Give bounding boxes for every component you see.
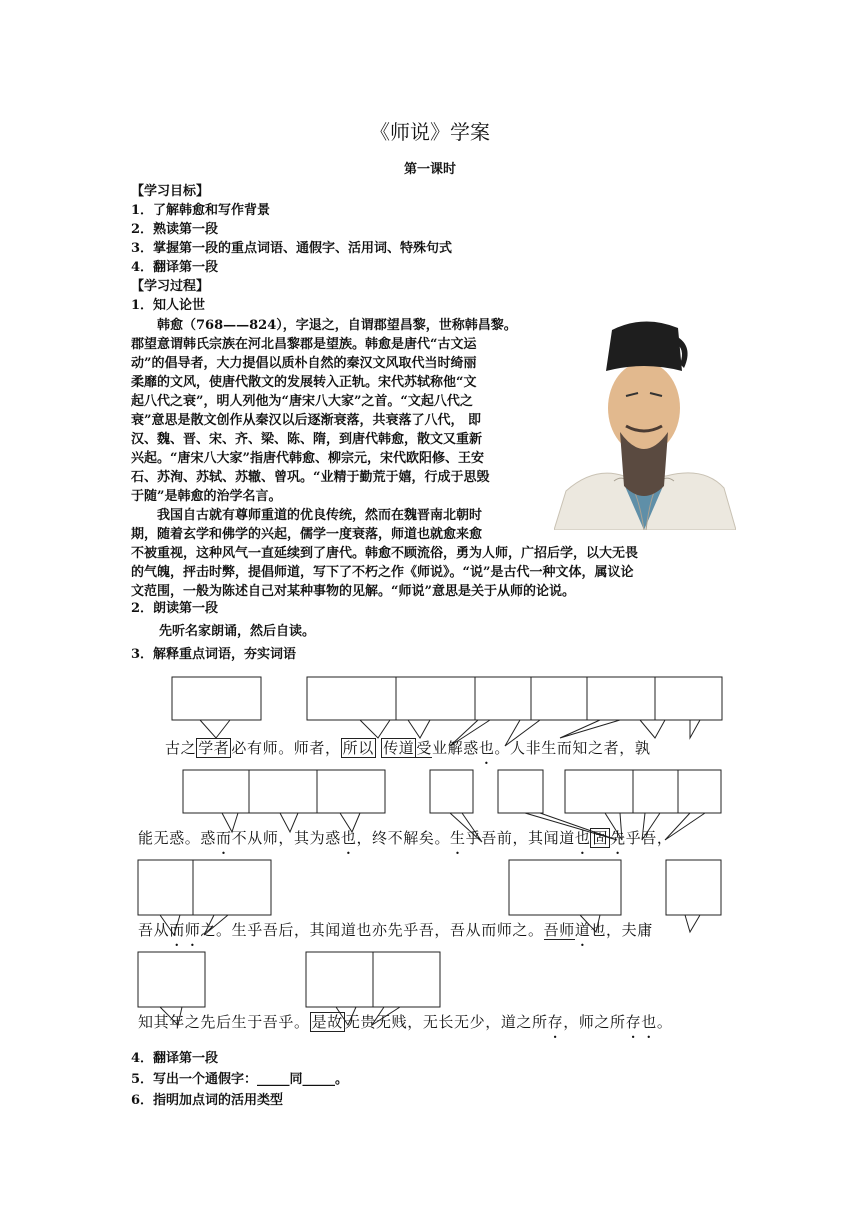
answer-box — [396, 677, 475, 720]
bio-line: 柔靡的文风，使唐代散文的发展转入正轨。宋代苏轼称他“文 — [131, 375, 477, 390]
answer-box — [306, 952, 373, 1007]
bio-line: 郡望意谓韩氏宗族在河北昌黎郡是望族。韩愈是唐代“古文运 — [131, 337, 477, 352]
boxed-word: 传道 — [383, 739, 415, 757]
passage-text: 业解惑 — [432, 739, 479, 757]
bg-line: 文范围，一般为陈述自己对某种事物的见解。“师说”意思是关于从师的论说。 — [131, 584, 575, 599]
section-heading: 6．指明加点词的活用类型 — [131, 1093, 284, 1108]
answer-box — [633, 770, 678, 813]
section-heading: 3．解释重点词语，夯实词语 — [131, 647, 297, 662]
passage-text: ，终不解矣。 — [356, 829, 451, 847]
objective-item: 1．了解韩愈和写作背景 — [131, 203, 271, 218]
answer-box — [565, 770, 633, 813]
passage-text: ，师之所 — [563, 1013, 626, 1031]
answer-box — [498, 770, 543, 813]
answer-box — [678, 770, 721, 813]
dotted-word: 存 — [625, 1013, 642, 1031]
objective-item: 2．熟读第一段 — [131, 222, 219, 237]
answer-box — [249, 770, 317, 813]
dotted-word: 道 — [574, 921, 591, 939]
underlined-word: 受 — [416, 739, 432, 757]
objective-item: 3．掌握第一段的重点词语、通假字、活用词、特殊句式 — [131, 241, 453, 256]
answer-box — [587, 677, 655, 720]
answer-box — [317, 770, 385, 813]
bio-line: 韩愈（768——824），字退之，自谓郡望昌黎，世称韩昌黎。 — [157, 318, 517, 333]
dotted-word: 先 — [610, 829, 626, 847]
answer-box — [531, 677, 587, 720]
dotted-word: 生 — [450, 829, 466, 847]
passage-text: 古之 — [165, 739, 197, 757]
dotted-word: 也 — [641, 1013, 657, 1031]
bio-line: 于随”是韩愈的治学名言。 — [131, 489, 282, 504]
passage-line-3 — [138, 919, 653, 940]
dotted-word: 也 — [574, 829, 591, 847]
passage-text: 乎吾前，其闻道 — [465, 829, 575, 847]
passage-text: 之。生乎吾后，其闻道也亦先乎吾，吾从而师之。 — [200, 921, 544, 939]
objective-item: 4．翻译第一段 — [131, 260, 219, 275]
section-heading: 1．知人论世 — [131, 298, 206, 313]
answer-box — [373, 952, 440, 1007]
passage-line-4 — [138, 1011, 672, 1032]
passage-text: 。人非生而知之者，孰 — [494, 739, 651, 757]
passage-text: 乎吾， — [625, 829, 673, 847]
answer-box — [475, 677, 531, 720]
fill-in-question: 5．写出一个通假字：_____同_____。 — [131, 1072, 349, 1087]
underlined-word: 吾师 — [543, 921, 575, 939]
lesson-subtitle: 第一课时 — [403, 162, 456, 177]
answer-box — [172, 677, 261, 720]
dotted-word: 也 — [478, 739, 495, 757]
boxed-word: 学者 — [198, 739, 230, 757]
passage-line-2 — [138, 827, 673, 848]
passage-text: 能无惑。惑 — [138, 829, 217, 847]
bg-line: 的气魄，抨击时弊，提倡师道，写下了不朽之作《师说》。“说”是古代一种文体，属议论 — [131, 565, 634, 580]
answer-box — [666, 860, 721, 915]
answer-box — [138, 860, 193, 915]
answer-box — [183, 770, 249, 813]
dotted-word: 存 — [547, 1013, 564, 1031]
section-text: 先听名家朗诵，然后自读。 — [159, 624, 316, 639]
answer-box — [307, 677, 396, 720]
bio-line: 起八代之衰”，明人列他为“唐宋八大家”之首。“文起八代之 — [131, 394, 473, 409]
section-heading: 4．翻译第一段 — [131, 1051, 219, 1066]
process-header: 【学习过程】 — [131, 279, 210, 294]
objectives-header: 【学习目标】 — [131, 184, 210, 199]
passage-text: 。 — [656, 1013, 673, 1031]
bg-line: 期，随着玄学和佛学的兴起，儒学一度衰落，师道也就愈来愈 — [131, 527, 483, 542]
answer-box — [138, 952, 205, 1007]
passage-text: 无贵无贱，无长无少，道之所 — [344, 1013, 548, 1031]
passage-text: 知其年之先后生于吾乎。 — [138, 1013, 310, 1031]
page-title: 《师说》学案 — [370, 120, 490, 144]
answer-box — [655, 677, 722, 720]
boxed-word: 是故 — [311, 1013, 343, 1031]
passage-text: 不从师，其为惑 — [231, 829, 341, 847]
answer-box — [193, 860, 271, 915]
boxed-word: 所以 — [342, 739, 374, 757]
bio-line: 衰”意思是散文创作从秦汉以后逐渐衰落，共衰落了八代， 即 — [131, 413, 482, 428]
dotted-word: 而 — [216, 829, 232, 847]
passage-line-1 — [165, 737, 650, 758]
bio-line: 汉、魏、晋、宋、齐、梁、陈、隋，到唐代韩愈，散文又重新 — [131, 432, 483, 447]
bio-line: 动”的倡导者，大力提倡以质朴自然的秦汉文风取代当时绮丽 — [131, 356, 477, 371]
dotted-word: 师 — [184, 921, 201, 939]
bg-line: 我国自古就有尊师重道的优良传统，然而在魏晋南北朝时 — [157, 508, 483, 523]
bio-line: 兴起。“唐宋八大家”指唐代韩愈、柳宗元，宋代欧阳修、王安 — [131, 451, 484, 466]
answer-box — [430, 770, 473, 813]
boxed-word: 固 — [592, 829, 609, 847]
passage-text: 也，夫庸 — [590, 921, 653, 939]
section-heading: 2．朗读第一段 — [131, 601, 219, 616]
dotted-word: 而 — [169, 921, 185, 939]
answer-box — [509, 860, 621, 915]
passage-text: 吾从 — [138, 921, 170, 939]
dotted-word: 也 — [340, 829, 357, 847]
bio-line: 石、苏洵、苏轼、苏辙、曾巩。“业精于勤荒于嬉，行成于思毁 — [131, 470, 490, 485]
bg-line: 不被重视，这种风气一直延续到了唐代。韩愈不顾流俗，勇为人师，广招后学，以大无畏 — [131, 546, 639, 561]
passage-text: 必有师。师者， — [231, 739, 341, 757]
